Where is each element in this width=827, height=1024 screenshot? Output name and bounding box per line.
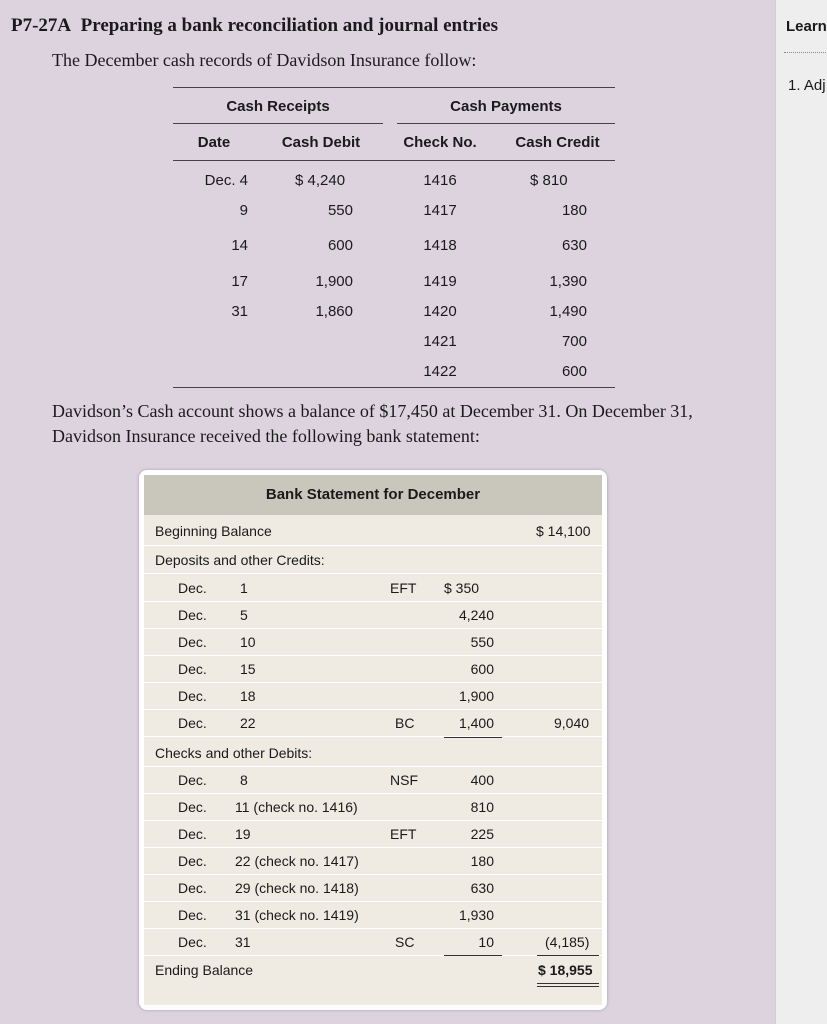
check-day: 22 (check no. 1417) — [235, 853, 359, 869]
intro-text: The December cash records of Davidson Insurance follow: — [52, 50, 477, 70]
col-cash-credit: Cash Credit — [515, 134, 600, 151]
checks-total: (4,185) — [545, 934, 590, 950]
bank-statement-title: Bank Statement for December — [144, 475, 602, 515]
deposit-day: 22 — [240, 715, 256, 731]
check-day: 31 — [235, 934, 251, 950]
deposit-code: BC — [395, 715, 415, 731]
beginning-balance-row — [144, 515, 602, 546]
check-row — [144, 901, 602, 929]
deposit-day: 10 — [240, 634, 256, 650]
check-amount: 180 — [470, 853, 494, 869]
check-day: 29 (check no. 1418) — [235, 880, 359, 896]
deposit-day: 15 — [240, 661, 256, 677]
ending-double-underline-2 — [537, 986, 599, 987]
bank-statement-card — [139, 470, 607, 1010]
header-rule — [173, 160, 615, 161]
check-row — [144, 874, 602, 902]
payment-amount: 1,490 — [549, 303, 587, 320]
deposit-row — [144, 574, 602, 602]
deposits-label-row — [144, 546, 602, 574]
check-code: EFT — [390, 826, 417, 842]
receipt-date: 14 — [231, 237, 248, 254]
payment-check-no: 1417 — [423, 202, 457, 219]
check-day: 31 (check no. 1419) — [235, 907, 359, 923]
deposit-month: Dec. — [178, 688, 207, 704]
table-bottom-rule — [173, 387, 615, 388]
receipt-amount: 1,900 — [315, 273, 353, 290]
cash-receipts-header: Cash Receipts — [226, 98, 330, 115]
deposit-month: Dec. — [178, 634, 207, 650]
check-month: Dec. — [178, 853, 207, 869]
cash-payments-header: Cash Payments — [450, 98, 562, 115]
sidebar-divider — [784, 52, 827, 53]
learn-sidebar — [775, 0, 827, 1024]
col-cash-debit: Cash Debit — [281, 134, 361, 151]
receipt-date: 17 — [231, 273, 248, 290]
deposit-row — [144, 682, 602, 710]
ending-balance-value: $ 18,955 — [538, 962, 593, 978]
check-day: 19 — [235, 826, 251, 842]
payment-check-no: 1420 — [423, 303, 457, 320]
receipt-amount: 550 — [327, 202, 353, 219]
deposit-amount: $ 350 — [444, 580, 480, 596]
bank-statement-body — [144, 475, 602, 1005]
check-month: Dec. — [178, 826, 207, 842]
ending-double-underline-1 — [537, 983, 599, 984]
payment-check-no: 1418 — [423, 237, 457, 254]
check-row — [144, 766, 602, 794]
deposit-amount: 550 — [470, 634, 494, 650]
check-row — [144, 820, 602, 848]
payment-amount: 180 — [561, 202, 587, 219]
deposits-total: 9,040 — [554, 715, 590, 731]
col-date: Date — [197, 134, 231, 151]
check-code: SC — [395, 934, 415, 950]
check-amount: 225 — [470, 826, 494, 842]
deposit-amount: 1,400 — [458, 715, 494, 731]
deposit-amount: 4,240 — [458, 607, 494, 623]
deposits-label: Deposits and other Credits: — [155, 552, 325, 568]
check-amount: 400 — [470, 772, 494, 788]
check-month: Dec. — [178, 880, 207, 896]
deposit-row — [144, 709, 602, 737]
check-month: Dec. — [178, 907, 207, 923]
check-month: Dec. — [178, 799, 207, 815]
deposit-month: Dec. — [178, 715, 207, 731]
payment-check-no: 1421 — [423, 333, 457, 350]
deposit-day: 1 — [240, 580, 248, 596]
problem-heading — [11, 15, 498, 37]
col-check-no: Check No. — [403, 134, 477, 151]
payment-amount: 600 — [561, 363, 587, 380]
check-code: NSF — [390, 772, 418, 788]
problem-title: Preparing a bank reconciliation and journal entries — [80, 15, 498, 36]
check-row — [144, 928, 602, 956]
sidebar-item-1[interactable]: 1. Adj — [788, 77, 826, 94]
check-amount: 810 — [470, 799, 494, 815]
receipt-amount: 1,860 — [315, 303, 353, 320]
receipt-date: 31 — [231, 303, 248, 320]
deposit-amount: 600 — [470, 661, 494, 677]
receipt-date: Dec. 4 — [204, 172, 248, 189]
payments-rule — [397, 123, 615, 124]
balance-paragraph: Davidson’s Cash account shows a balance of $17,450 at December 31. On December 31, Davidson Insurance received the following bank statement: — [52, 401, 693, 446]
payment-amount: 700 — [561, 333, 587, 350]
beginning-balance-value: $ 14,100 — [536, 523, 591, 539]
check-amount: 1,930 — [458, 907, 494, 923]
receipt-amount: 600 — [327, 237, 353, 254]
check-month: Dec. — [178, 772, 207, 788]
checks-label-row — [144, 739, 602, 767]
payment-check-no: 1416 — [423, 172, 457, 189]
deposit-month: Dec. — [178, 607, 207, 623]
deposit-row — [144, 601, 602, 629]
ending-balance-label: Ending Balance — [155, 962, 254, 978]
check-row — [144, 847, 602, 875]
table-top-rule — [173, 87, 615, 88]
receipt-amount: $ 4,240 — [295, 172, 346, 189]
deposit-day: 5 — [240, 607, 248, 623]
payment-check-no: 1419 — [423, 273, 457, 290]
deposits-underline — [444, 737, 502, 738]
sidebar-title: Learn — [786, 18, 827, 35]
ending-balance-row — [144, 956, 602, 983]
beginning-balance-label: Beginning Balance — [155, 523, 272, 539]
receipts-rule — [173, 123, 383, 124]
check-amount: 10 — [478, 934, 494, 950]
deposit-code: EFT — [390, 580, 417, 596]
checks-label: Checks and other Debits: — [155, 745, 313, 761]
check-day: 11 (check no. 1416) — [235, 799, 358, 815]
check-day: 8 — [240, 772, 248, 788]
payment-check-no: 1422 — [423, 363, 457, 380]
payment-amount: 1,390 — [549, 273, 587, 290]
deposit-amount: 1,900 — [458, 688, 494, 704]
payment-amount: $ 810 — [530, 172, 568, 189]
receipt-date: 9 — [239, 202, 248, 219]
payment-amount: 630 — [561, 237, 587, 254]
problem-id: P7-27A — [11, 15, 72, 36]
check-row — [144, 793, 602, 821]
check-month: Dec. — [178, 934, 207, 950]
deposit-month: Dec. — [178, 661, 207, 677]
deposit-row — [144, 655, 602, 683]
check-amount: 630 — [470, 880, 494, 896]
deposit-month: Dec. — [178, 580, 207, 596]
deposit-row — [144, 628, 602, 656]
deposit-day: 18 — [240, 688, 256, 704]
